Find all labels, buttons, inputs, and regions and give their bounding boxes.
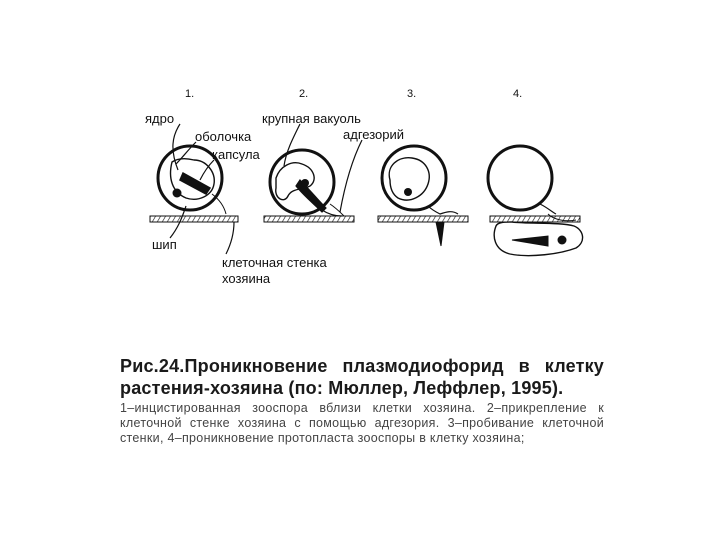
- stage-4-cell: [488, 146, 583, 256]
- label-envelope: оболочка: [195, 129, 252, 144]
- figure-caption: [120, 355, 604, 446]
- stage-3-cell: [382, 146, 458, 246]
- stage-2-cell: [270, 150, 344, 216]
- nucleus-dot-1: [173, 189, 182, 198]
- host-cell-wall-1: [150, 216, 238, 222]
- stage-number-3: 3.: [407, 88, 417, 100]
- host-cell-wall-2: [264, 216, 354, 222]
- label-large-vacuole: крупная вакуоль: [262, 111, 361, 126]
- host-cell-wall-3: [378, 216, 468, 222]
- stage-number-4: 4.: [513, 88, 523, 100]
- label-host-wall-line2: хозяина: [222, 271, 271, 286]
- caption-title: Рис.24.Проникновение плазмодиофорид в клетку растения-хозяина (по: Мюллер, Леффлер, 1995).: [120, 356, 604, 398]
- label-host-wall-line1: клеточная стенка: [222, 255, 327, 270]
- caption-body: 1–инцистированная зооспора вблизи клетки хозяина. 2–прикрепление к клеточной стенке хозяина с помощью адгезория. 3–пробивание клеточной стенки, 4–проникновение протопласта зооспоры в клетку хозяина;: [120, 401, 604, 445]
- label-nucleus: ядро: [145, 111, 175, 126]
- label-adhesorium: адгезорий: [343, 127, 405, 142]
- label-spike: шип: [152, 237, 177, 252]
- stage-number-2: 2.: [299, 88, 309, 100]
- label-capsule: капсула: [212, 147, 260, 162]
- leader-vacuole: [284, 124, 300, 166]
- stage-number-1: 1.: [185, 88, 195, 100]
- leader-adhesorium: [340, 140, 362, 212]
- leader-host-wall: [226, 222, 234, 254]
